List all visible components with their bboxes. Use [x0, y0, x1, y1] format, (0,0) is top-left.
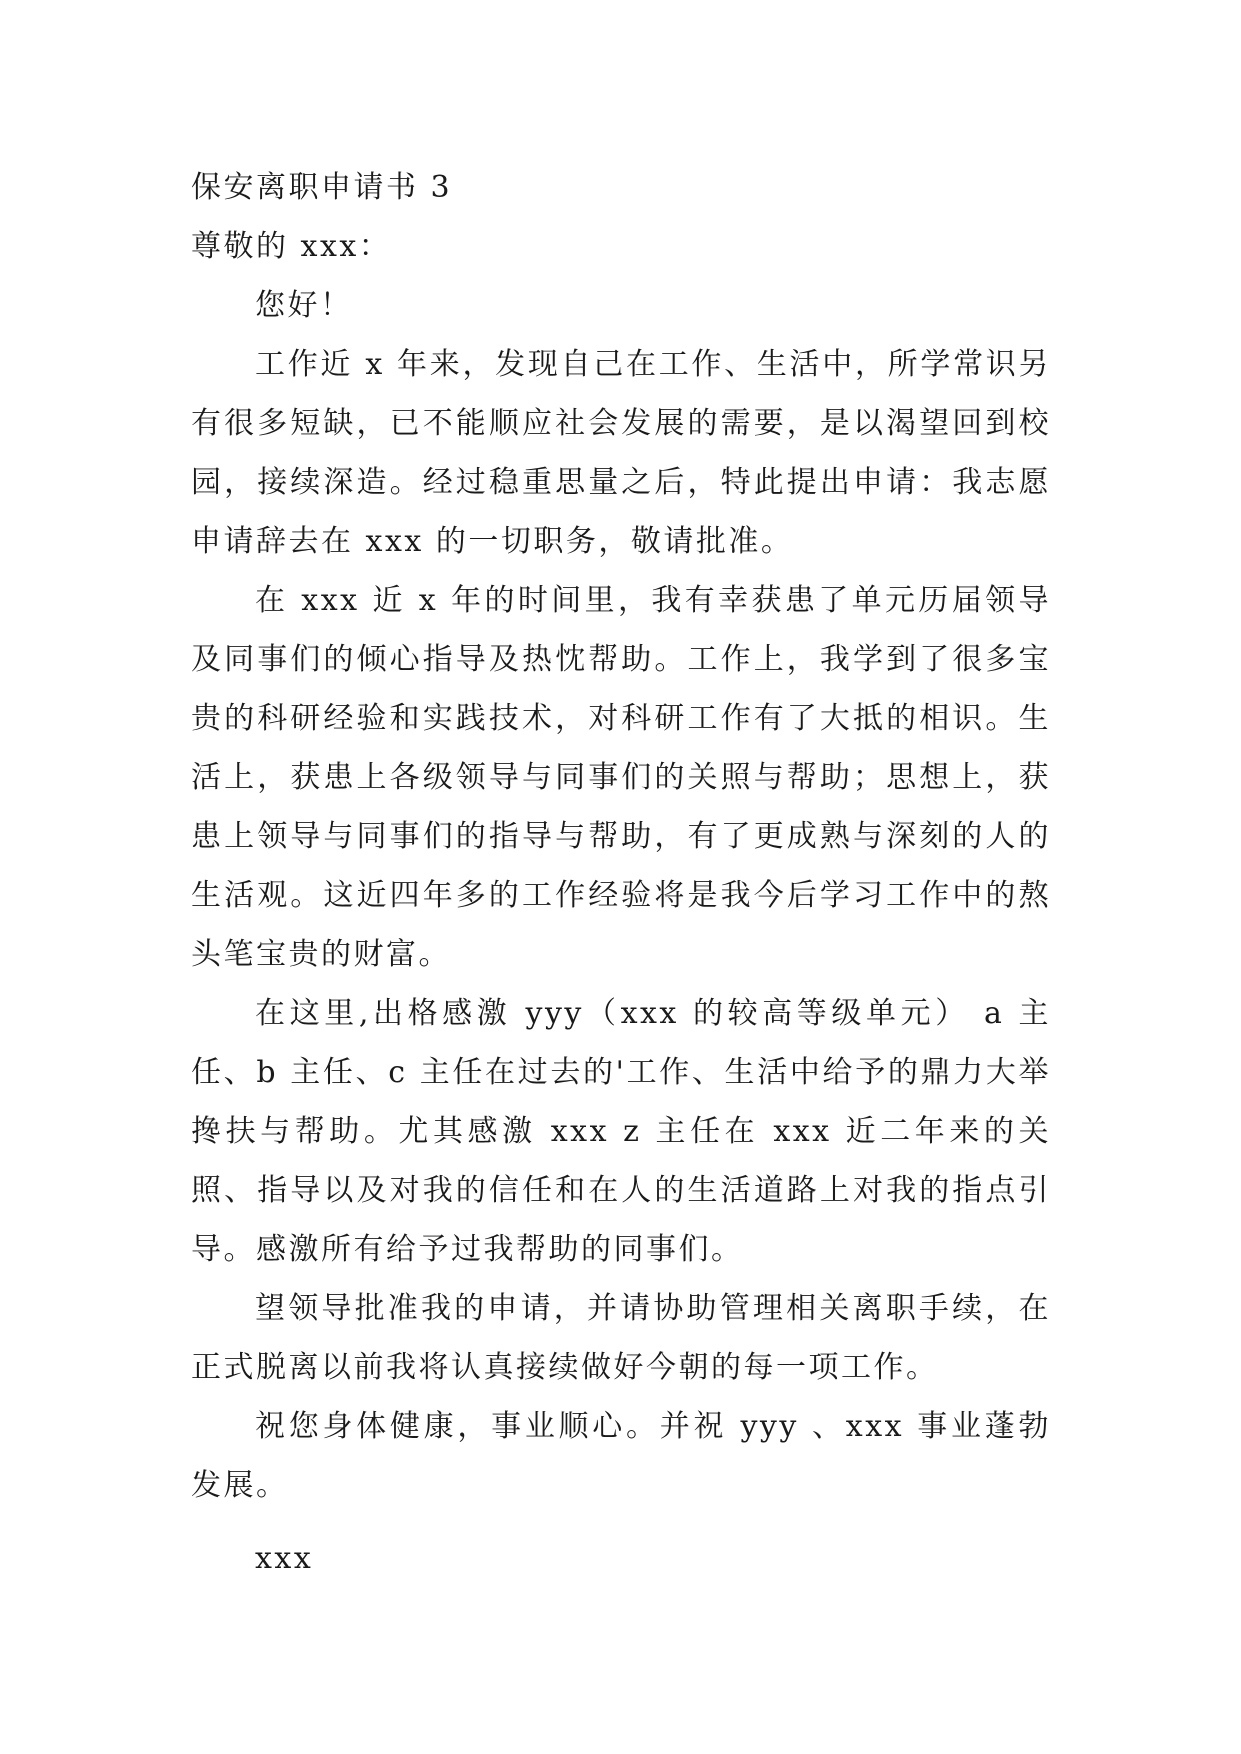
paragraph-reason: 工作近 x 年来，发现自己在工作、生活中，所学常识另有很多短缺，已不能顺应社会发展的需要，是以渴望回到校园，接续深造。经过稳重思量之后，特此提出申请：我志愿申请辞去在 xxx 的一切职务，敬请批准。: [191, 347, 1051, 559]
document-title: 保安离职申请书 3: [191, 170, 453, 205]
salutation: 尊敬的 xxx：: [191, 229, 392, 264]
signature: xxx: [255, 1541, 314, 1576]
paragraph-request-approval: 望领导批准我的申请，并请协助管理相关离职手续，在正式脱离以前我将认真接续做好今朝的每一项工作。: [191, 1291, 1051, 1385]
paragraph-closing-wishes: 祝您身体健康，事业顺心。并祝 yyy 、xxx 事业蓬勃发展。: [191, 1409, 1051, 1503]
paragraph-gratitude-work: 在 xxx 近 x 年的时间里，我有幸获患了单元历届领导及同事们的倾心指导及热忱帮助。工作上，我学到了很多宝贵的科研经验和实践技术，对科研工作有了大抵的相识。生活上，获患上各级领导与同事们的关照与帮助；思想上，获患上领导与同事们的指导与帮助，有了更成熟与深刻的人的生活观。这近四年多的工作经验将是我今后学习工作中的熬头笔宝贵的财富。: [191, 583, 1051, 972]
letter-body: [191, 158, 1051, 1588]
greeting: 您好！: [255, 288, 353, 323]
paragraph-thanks-leaders: 在这里,出格感激 yyy（xxx 的较高等级单元） a 主任、b 主任、c 主任在过去的'工作、生活中给予的鼎力大举搀扶与帮助。尤其感激 xxx z 主任在 xxx 近二年来的关照、指导以及对我的信任和在人的生活道路上对我的指点引导。感激所有给予过我帮助的同事们。: [191, 996, 1051, 1267]
